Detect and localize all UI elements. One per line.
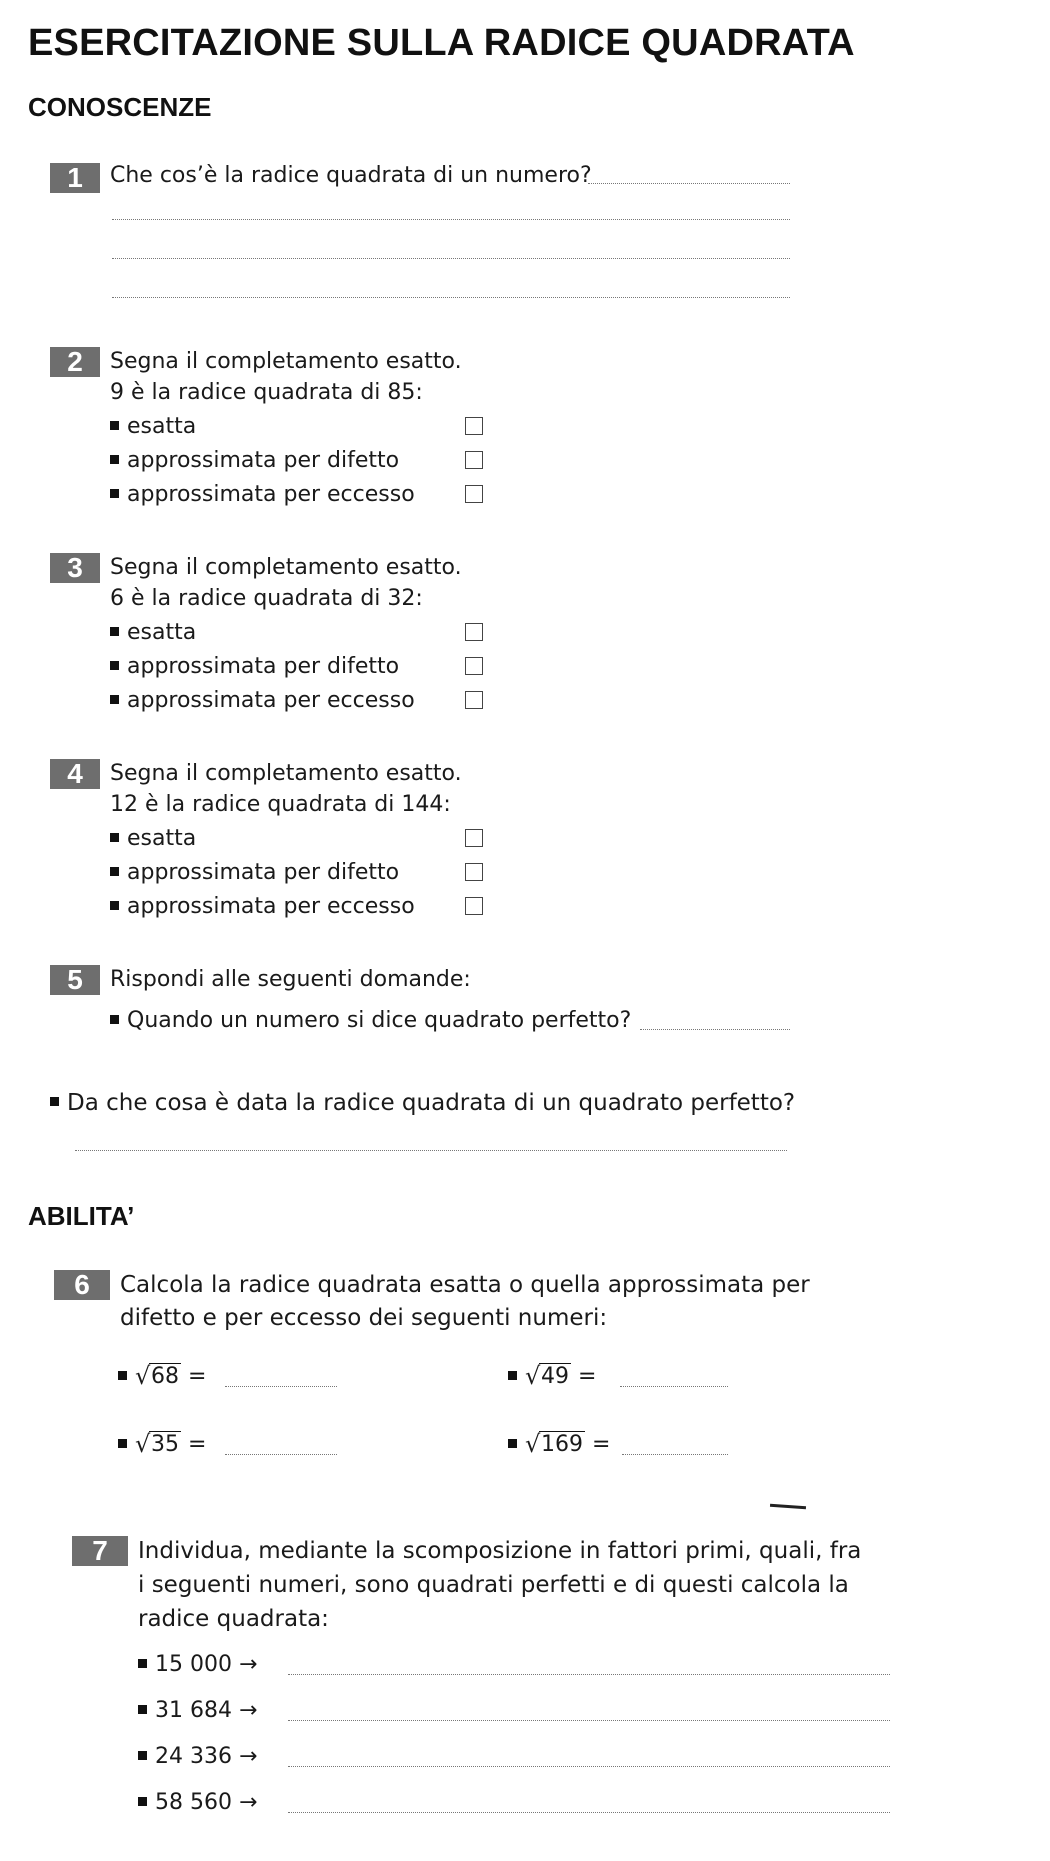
arrow-icon: →: [238, 1790, 258, 1815]
exercise-number-1: 1: [50, 163, 100, 193]
answer-line[interactable]: [640, 1029, 790, 1030]
root-item: √ 35 =: [118, 1432, 206, 1457]
bullet-icon: [138, 1797, 147, 1806]
exercise-number-7: 7: [72, 1536, 128, 1566]
bullet-icon: [138, 1705, 147, 1714]
answer-line[interactable]: [620, 1386, 728, 1387]
answer-line[interactable]: [225, 1454, 337, 1455]
bullet-icon: [110, 901, 119, 910]
option-item: approssimata per eccesso: [110, 688, 415, 713]
answer-line[interactable]: [112, 297, 790, 298]
answer-line[interactable]: [288, 1766, 890, 1767]
bullet-icon: [110, 455, 119, 464]
bullet-icon: [110, 867, 119, 876]
exercise-4-stem: 12 è la radice quadrata di 144:: [110, 792, 451, 817]
checkbox[interactable]: [465, 417, 483, 435]
section-heading-abilita: ABILITA’: [28, 1201, 135, 1231]
checkbox[interactable]: [465, 863, 483, 881]
bullet-icon: [110, 661, 119, 670]
answer-line[interactable]: [288, 1674, 890, 1675]
checkbox[interactable]: [465, 623, 483, 641]
exercise-5-intro: Rispondi alle seguenti domande:: [110, 967, 471, 992]
bullet-icon: [110, 627, 119, 636]
checkbox[interactable]: [465, 657, 483, 675]
option-item: approssimata per eccesso: [110, 894, 415, 919]
bullet-icon: [508, 1439, 517, 1448]
exercise-2-stem: 9 è la radice quadrata di 85:: [110, 380, 423, 405]
checkbox[interactable]: [465, 451, 483, 469]
bullet-icon: [110, 489, 119, 498]
number-item: 24 336 →: [138, 1744, 257, 1769]
exercise-6-text-line2: difetto e per eccesso dei seguenti numeri:: [120, 1305, 608, 1331]
question-item: Quando un numero si dice quadrato perfetto?: [110, 1008, 631, 1033]
root-item: √ 68 =: [118, 1364, 206, 1389]
exercise-number-4: 4: [50, 759, 100, 789]
option-item: esatta: [110, 414, 196, 439]
square-root: √ 49: [525, 1362, 569, 1390]
stray-mark: [770, 1504, 806, 1510]
exercise-6-text-line1: Calcola la radice quadrata esatta o quella approssimata per: [120, 1272, 810, 1298]
exercise-7-text-line2: i seguenti numeri, sono quadrati perfetti e di questi calcola la: [138, 1572, 849, 1598]
answer-line[interactable]: [288, 1720, 890, 1721]
exercise-1-question: Che cos’è la radice quadrata di un numero?: [110, 163, 592, 188]
answer-line[interactable]: [112, 219, 790, 220]
bullet-icon: [118, 1439, 127, 1448]
number-item: 31 684 →: [138, 1698, 257, 1723]
exercise-number-5: 5: [50, 965, 100, 995]
bullet-icon: [50, 1097, 59, 1106]
bullet-icon: [110, 695, 119, 704]
square-root: √ 68: [135, 1362, 179, 1390]
arrow-icon: →: [238, 1698, 258, 1723]
exercise-number-2: 2: [50, 347, 100, 377]
section-heading-conoscenze: CONOSCENZE: [28, 92, 212, 122]
option-item: approssimata per difetto: [110, 860, 399, 885]
exercise-4-intro: Segna il completamento esatto.: [110, 761, 462, 786]
exercise-number-6: 6: [54, 1270, 110, 1300]
square-root: √ 35: [135, 1430, 179, 1458]
answer-line[interactable]: [112, 258, 790, 259]
exercise-7-text-line1: Individua, mediante la scomposizione in fattori primi, quali, fra: [138, 1538, 862, 1564]
page-title: ESERCITAZIONE SULLA RADICE QUADRATA: [28, 22, 855, 64]
answer-line[interactable]: [288, 1812, 890, 1813]
answer-line[interactable]: [622, 1454, 728, 1455]
number-item: 58 560 →: [138, 1790, 257, 1815]
checkbox[interactable]: [465, 485, 483, 503]
bullet-icon: [110, 833, 119, 842]
root-item: √ 169 =: [508, 1432, 610, 1457]
answer-line[interactable]: [75, 1150, 787, 1151]
exercise-number-3: 3: [50, 553, 100, 583]
option-item: esatta: [110, 620, 196, 645]
bullet-icon: [508, 1371, 517, 1380]
option-item: approssimata per difetto: [110, 654, 399, 679]
bullet-icon: [118, 1371, 127, 1380]
checkbox[interactable]: [465, 691, 483, 709]
arrow-icon: →: [238, 1744, 258, 1769]
exercise-7-text-line3: radice quadrata:: [138, 1606, 329, 1632]
option-item: approssimata per eccesso: [110, 482, 415, 507]
arrow-icon: →: [238, 1652, 258, 1677]
checkbox[interactable]: [465, 897, 483, 915]
number-item: 15 000 →: [138, 1652, 257, 1677]
answer-line[interactable]: [225, 1386, 337, 1387]
bullet-icon: [138, 1659, 147, 1668]
checkbox[interactable]: [465, 829, 483, 847]
square-root: √ 169: [525, 1430, 583, 1458]
option-item: esatta: [110, 826, 196, 851]
exercise-3-intro: Segna il completamento esatto.: [110, 555, 462, 580]
bullet-icon: [110, 421, 119, 430]
option-item: approssimata per difetto: [110, 448, 399, 473]
bullet-icon: [138, 1751, 147, 1760]
answer-line[interactable]: [588, 183, 790, 184]
root-item: √ 49 =: [508, 1364, 596, 1389]
bullet-icon: [110, 1015, 119, 1024]
exercise-3-stem: 6 è la radice quadrata di 32:: [110, 586, 423, 611]
exercise-2-intro: Segna il completamento esatto.: [110, 349, 462, 374]
question-item: Da che cosa è data la radice quadrata di un quadrato perfetto?: [50, 1090, 795, 1116]
